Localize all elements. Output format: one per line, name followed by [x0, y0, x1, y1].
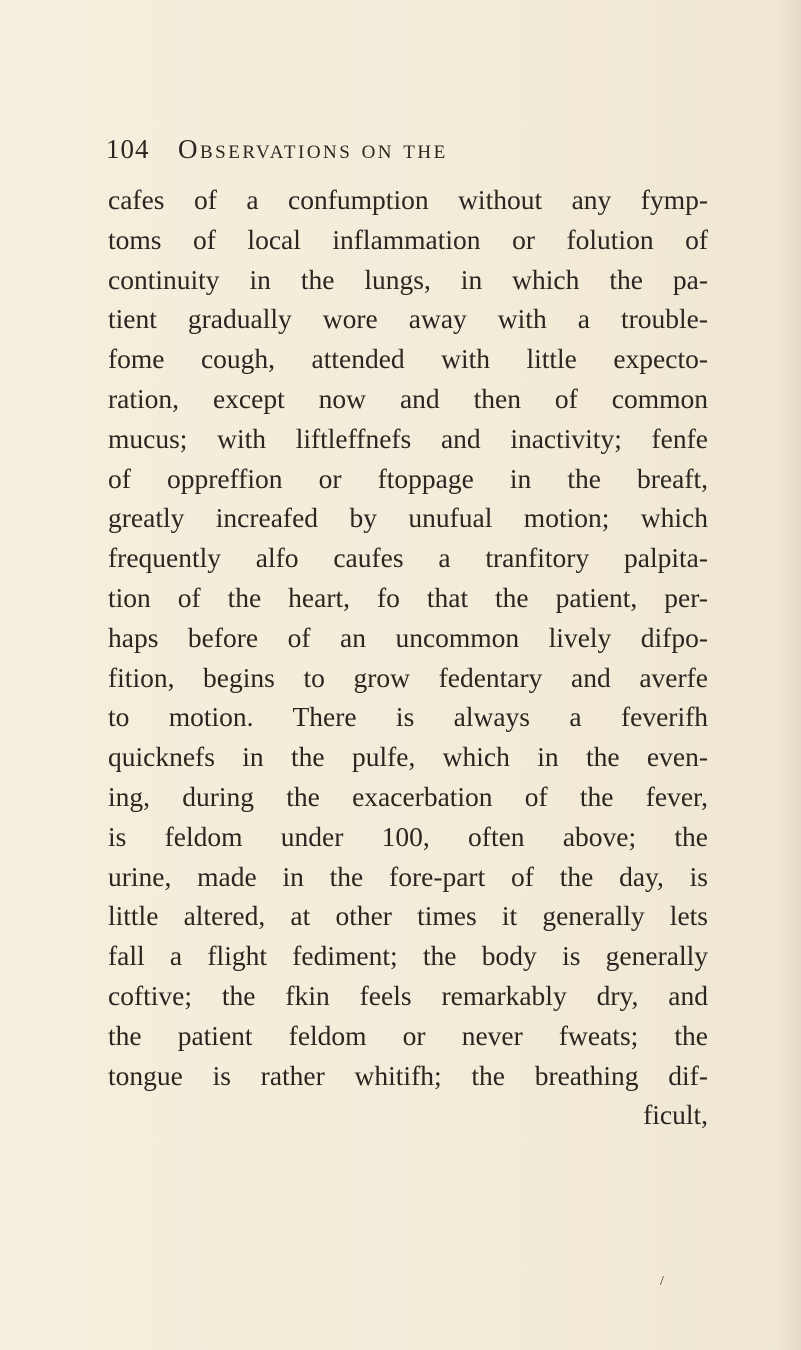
- text-line: haps before of an uncommon lively difpo-: [108, 621, 708, 653]
- text-line: ing, during the exacerbation of the fever,: [108, 780, 708, 812]
- page-edge-shadow: [779, 0, 801, 1350]
- catchword-line: ficult,: [643, 1099, 708, 1131]
- text-line: frequently alfo caufes a tranfitory palpita-: [108, 542, 708, 574]
- text-line: fome cough, attended with little expecto-: [108, 343, 708, 375]
- text-line: coftive; the fkin feels remarkably dry, and: [108, 979, 708, 1011]
- text-line: cafes of a confumption without any fymp-: [108, 184, 708, 215]
- text-line: tient gradually wore away with a trouble-: [108, 303, 708, 335]
- text-line: toms of local inflammation or folution of: [108, 223, 708, 255]
- text-line: little altered, at other times it generally lets: [108, 900, 708, 932]
- text-line: mucus; with liftleffnefs and inactivity; fenfe: [108, 422, 708, 454]
- text-line: is feldom under 100, often above; the: [108, 820, 708, 852]
- text-line: fall a flight fediment; the body is generally: [108, 940, 708, 972]
- text-line: the patient feldom or never fweats; the: [108, 1019, 708, 1051]
- running-title: Observations on the: [178, 134, 448, 164]
- page-number: 104: [106, 134, 150, 164]
- text-line: greatly increafed by unufual motion; which: [108, 502, 708, 534]
- text-line: to motion. There is always a feverifh: [108, 701, 708, 733]
- page-header: [106, 134, 726, 170]
- text-line: continuity in the lungs, in which the pa-: [108, 263, 708, 295]
- text-line: tongue is rather whitifh; the breathing dif-: [108, 1059, 708, 1091]
- body-text: [108, 180, 708, 1135]
- text-line: tion of the heart, fo that the patient, per-: [108, 581, 708, 613]
- text-line: ration, except now and then of common: [108, 382, 708, 414]
- stray-mark: /: [660, 1274, 664, 1289]
- text-line: urine, made in the fore-part of the day, is: [108, 860, 708, 892]
- text-line: of oppreffion or ftoppage in the breaft,: [108, 462, 708, 494]
- text-line: quicknefs in the pulfe, which in the even-: [108, 741, 708, 773]
- text-line: fition, begins to grow fedentary and averfe: [108, 661, 708, 693]
